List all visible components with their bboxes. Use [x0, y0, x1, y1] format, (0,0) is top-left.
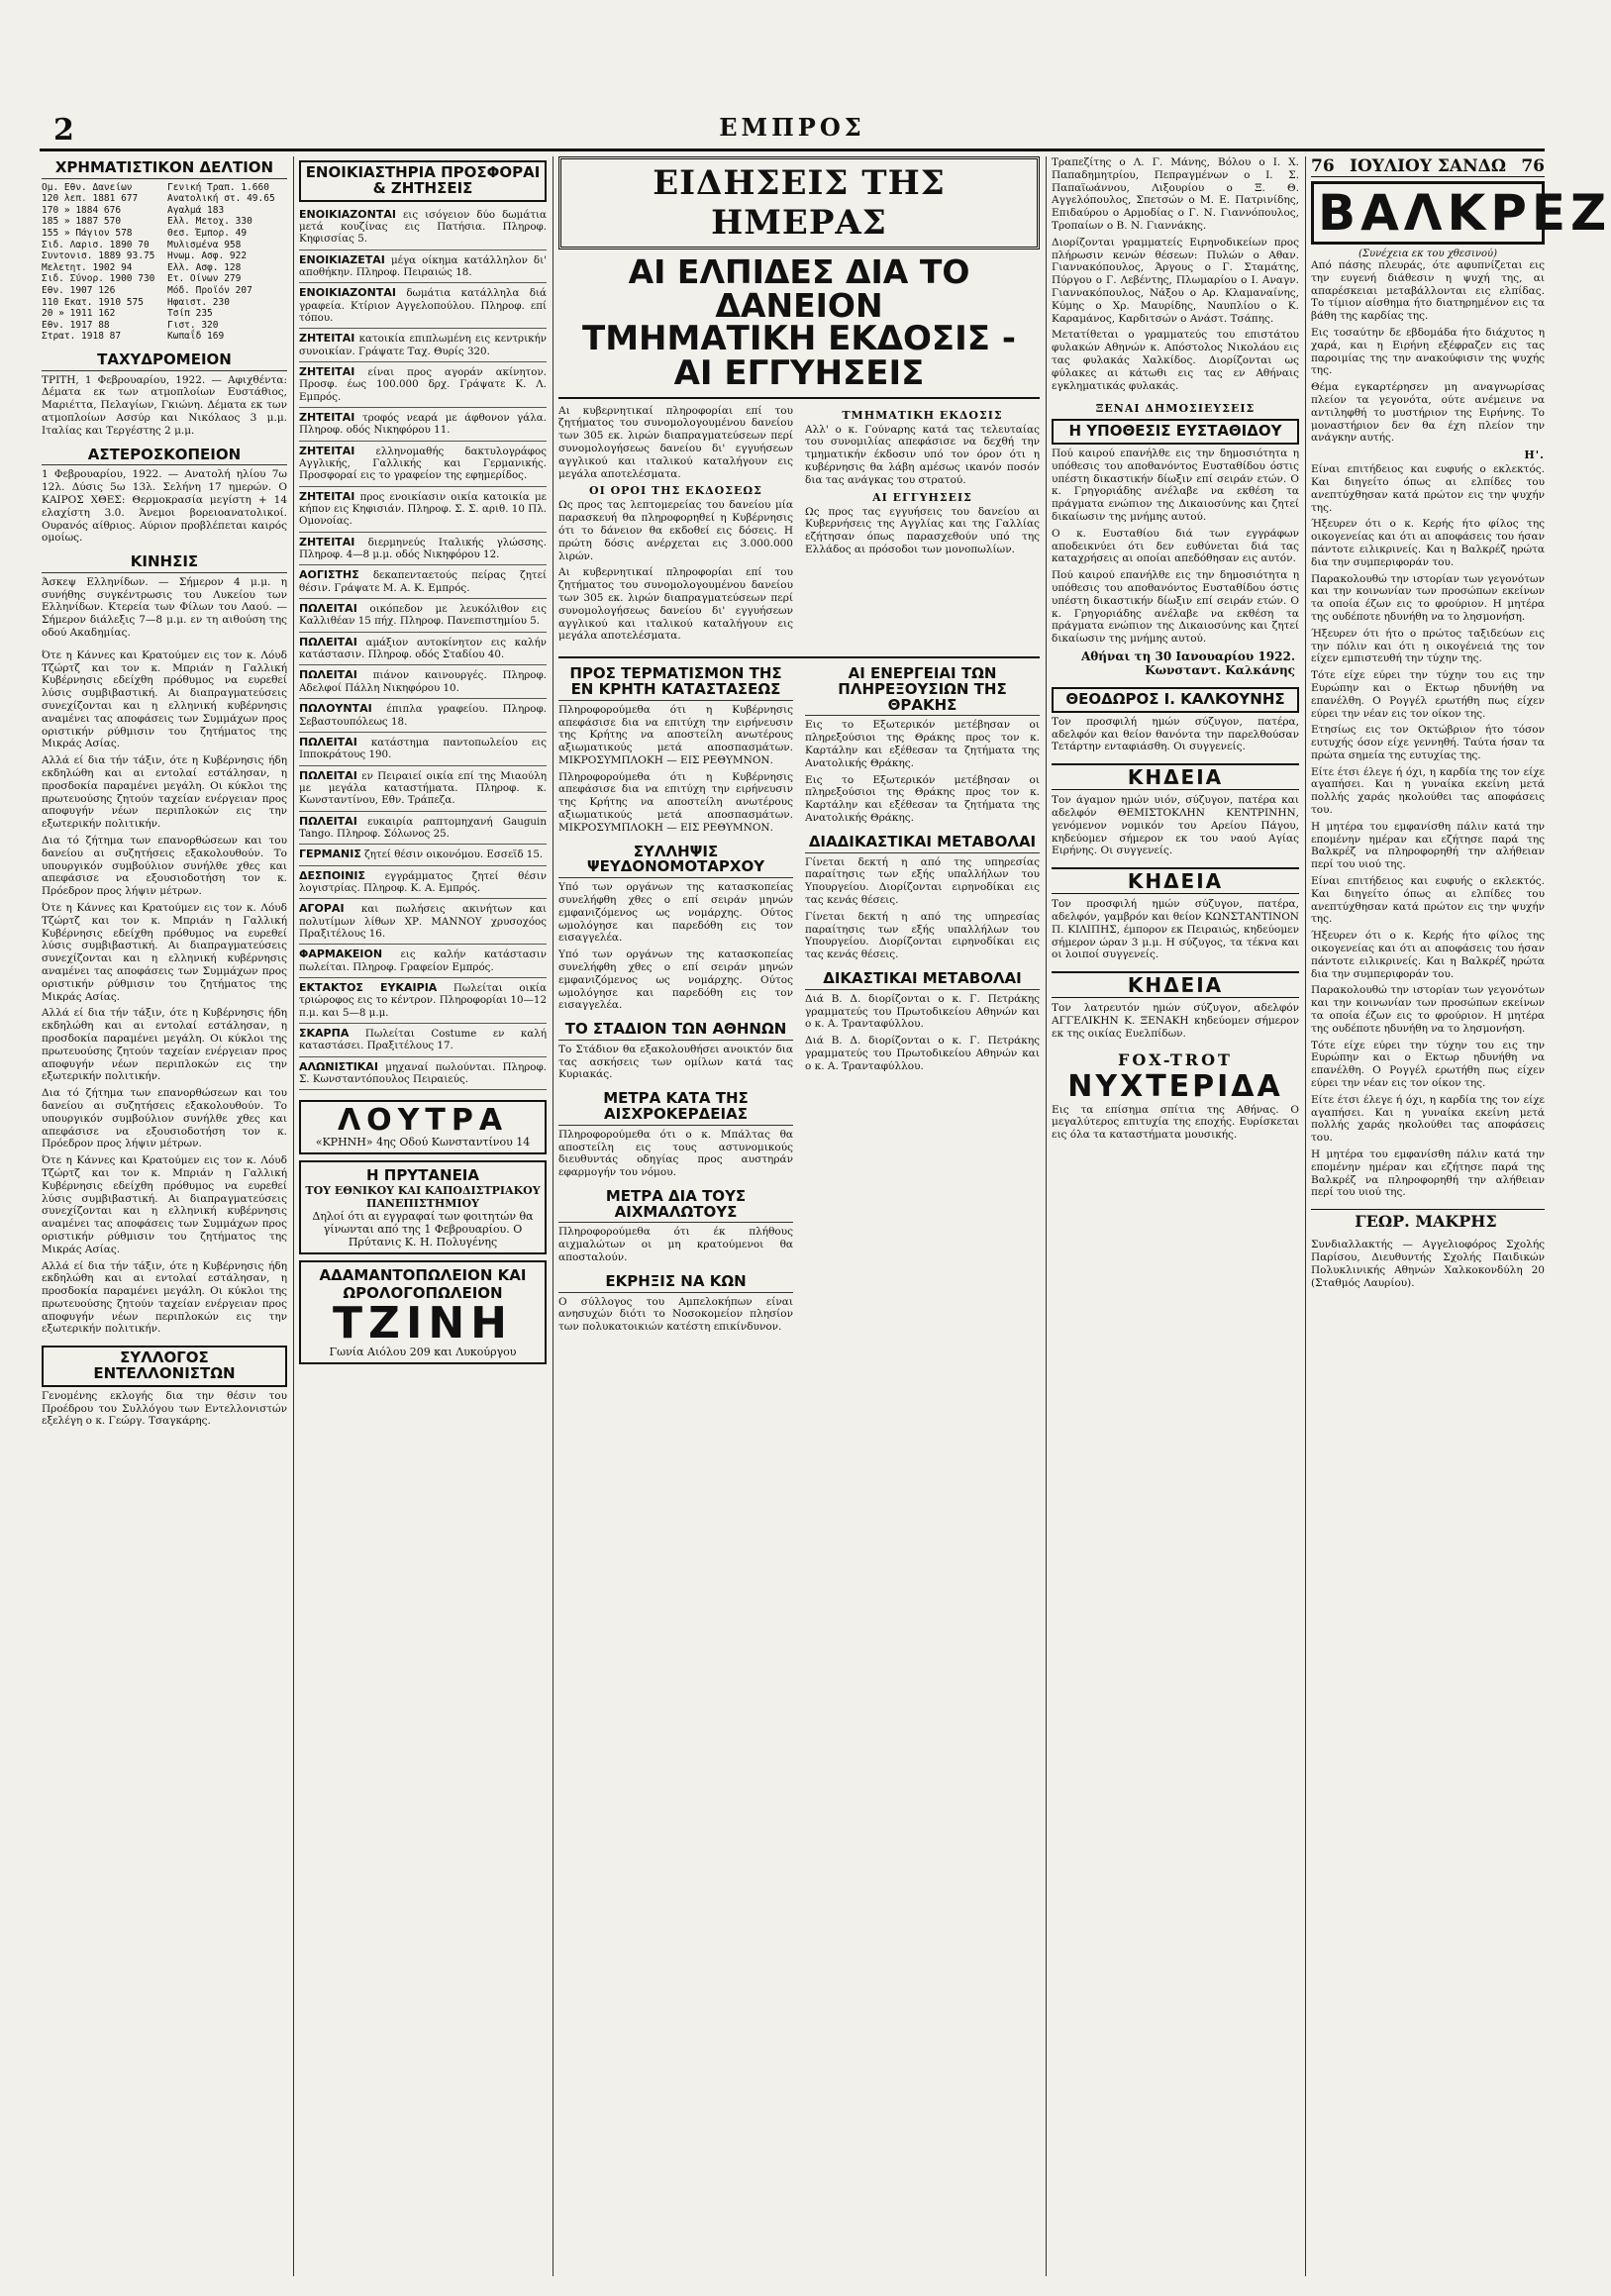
financial-row: Ελλ. Μετοχ. 330 [167, 216, 252, 228]
explosion-article [558, 1271, 793, 1334]
column-divider [1305, 156, 1306, 2276]
funeral-heading: ΚΗΔΕΙΑ [1052, 971, 1299, 998]
classified-ad [299, 599, 547, 633]
judicial-changes-text: Διά Β. Δ. διορίζονται ο κ. Γ. Πετράκης γραμματεύς του Πρωτοδικείου Αθηνών και ο κ. Α. Τρανταφύλλου. [805, 992, 1040, 1031]
serial-number: 76 [1311, 156, 1335, 176]
appointments-section [1052, 156, 1299, 392]
movement-title: ΚΙΝΗΣΙΣ [42, 554, 287, 573]
article-paragraph: Αι κυβερνητικαί πληροφορίαι επί του ζητήματος του συνομολογουμένου δανείου των 305 εκ. λιρών διαπραγματεύσεων περί συνομολογήσεως δανείου δι' εγγυήσεων αγγλικού και ιταλικού καταλήγουν εις μεγάλα αποτελέσματα. [558, 566, 793, 643]
serial-paragraph: Ήξευρεν ότι ήτο ο πρώτος ταξιδεύων εις την πόλιν και ότι η οικογένειά της τον είχεν εμπιστευθή την τύχην της. [1311, 627, 1545, 665]
classified-ad-text: ευκαιρία ραπτομηχανή Gauguin Tango. Πληροφ. Σόλωνος 25. [299, 815, 547, 840]
classified-ad-keyword: ΠΩΛΕΙΤΑΙ [299, 735, 357, 749]
financial-row: Ηνωμ. Ασφ. 922 [167, 250, 248, 262]
financial-row: Συντονισ. 1889 93.75 [42, 250, 155, 262]
classified-ad [299, 487, 547, 533]
classified-ad-keyword: ΕΝΟΙΚΙΑΖΟΝΤΑΙ [299, 207, 396, 221]
financial-row: Ηφαιστ. 230 [167, 296, 230, 308]
thrace-text: Εις το Εξωτερικόν μετέβησαν οι πληρεξούσιοι της Θράκης προς τον κ. Καρτάλην και εξέθεσαν τα ζητήματα της Ανατολικής Θράκης. [805, 773, 1040, 825]
classified-ad-keyword: ΔΕΣΠΟΙΝΙΣ [299, 868, 366, 882]
funeral-notice [1052, 898, 1299, 961]
column-5-serial [1311, 156, 1611, 2276]
post-office-section [42, 349, 287, 438]
article-subhead: ΑΙ ΕΓΓΥΗΣΕΙΣ [872, 490, 972, 504]
column-divider [553, 156, 554, 2276]
financial-row: Μυλισμένα 958 [167, 239, 242, 250]
kalkounis-title: ΘΕΟΔΩΡΟΣ Ι. ΚΑΛΚΟΥΝΗΣ [1052, 687, 1299, 713]
eustathiou-text: Πού καιρού επανήλθε εις την δημοσιότητα η υπόθεσις του αποθανόντος Ευσταθίδου όστις υπέστη δικαστικήν δίωξιν επί σειράν ετών. Ο κ. Γρηγοριάδης ανέλαβε να εκθέση τα πράγματα ενώπιον της Δικαιοσύνης και ζητεί δικαίωσιν της μνήμης αυτού. [1052, 569, 1299, 646]
page-number: 2 [53, 113, 74, 148]
classified-ad-keyword: ΦΑΡΜΑΚΕΙΟΝ [299, 948, 383, 961]
classified-ad-keyword: ΕΚΤΑΚΤΟΣ ΕΥΚΑΙΡΙΑ [299, 981, 438, 994]
baths-ad-title: ΛΟΥΤΡΑ [337, 1103, 509, 1139]
article-paragraph: Αλλά εί δια τήν τάξιν, ότε η Κυβέρνησις ήδη εκδηλώθη και αι εντολαί εστάλησαν, η προσδοκία παραμένει μεγάλη. Οι κύκλοι της πρωτευούσης ζητούν ταχείαν ενέργειαν προς αποφυγήν νέων περιπλοκών εις την εξωτερικήν πολιτικήν. [42, 1259, 287, 1336]
prisoners-text: Πληροφορούμεθα ότι έκ πλήθους αιχμαλώτων οι μη κρατούμενοι θα αποσταλούν. [558, 1226, 793, 1264]
financial-row: 170 » 1884 676 [42, 204, 122, 216]
classified-ad [299, 812, 547, 846]
crete-headline: ΠΡΟΣ ΤΕΡΜΑΤΙΣΜΟΝ ΤΗΣ ΕΝ ΚΡΗΤΗ ΚΑΤΑΣΤΑΣΕΩΣ [558, 666, 793, 701]
classified-ad [299, 1057, 547, 1091]
admin-changes-text: Γίνεται δεκτή η από της υπηρεσίας παραίτησις των εξής υπαλλήλων του Υπουργείου. Διορίζονται ειρηνοδίκαι εις τας κενάς θέσεις. [805, 855, 1040, 906]
financial-row: Σιδ. Σύνορ. 1900 730 [42, 273, 155, 285]
classified-ad-text: εγγράμματος ζητεί θέσιν λογιστρίας. Πληροφ. Κ. Α. Εμπρός. [299, 869, 548, 894]
article-paragraph: Ότε η Κάννες και Κρατούμεν εις τον κ. Λόυδ Τζώρτζ και τον κ. Μπριάν η Γαλλική Κυβέρνησις εδείχθη πρόθυμος να ευρεθεί λύσις συμβιβαστική. Αι διαπραγματεύσεις συνεχίζονται και η ελληνική κυβέρνησις αναμένει τας αποφάσεις των Συμμάχων προς οριστικήν ρύθμισιν του ζητήματος της Μικράς Ασίας. [42, 1154, 287, 1255]
judicial-changes-article [805, 968, 1040, 1073]
classified-ad-body [299, 869, 547, 895]
post-office-title: ΤΑΧΥΔΡΟΜΕΙΟΝ [42, 352, 287, 371]
serial-paragraph: Τότε είχε εύρει την τύχην του εις την Ευρώπην και ο Εκτωρ ηδυνήθη να επανέλθη. Ο Ρογγέλ ερωτήθη πως είχεν εύρει την νέαν εις τον οίκον της. [1311, 669, 1545, 720]
classified-ad [299, 362, 547, 408]
explosion-text: Ο σύλλογος του Αμπελοκήπων είναι ανησυχών διότι το Νοσοκομείον πλησίον των πολυκατοικιών κατέστη επικίνδυνον. [558, 1295, 793, 1334]
classified-ad-body [299, 490, 547, 528]
association-title: ΣΥΛΛΟΓΟΣ ΕΝΤΕΛΛΟΝΙΣΤΩΝ [42, 1346, 287, 1387]
classified-ad-body [299, 848, 547, 860]
classified-ad-keyword: ΖΗΤΕΙΤΑΙ [299, 332, 355, 346]
classified-ad-body [299, 332, 547, 357]
classified-ad [299, 408, 547, 442]
classified-ad-keyword: ΠΩΛΕΙΤΑΙ [299, 668, 357, 682]
masthead: ΕΜΠΡΟΣ [719, 113, 865, 142]
financial-row: Αγαλμά 183 [167, 204, 225, 216]
classifieds-section [299, 160, 547, 1090]
serial-paragraph: Είναι επιτήδειος και ευφυής ο εκλεκτός. Και διηγείτο όπως αι ελπίδες του ανεπτύχθησαν κατά πρώτον εις την ψυχήν της. [1311, 463, 1545, 514]
classified-ad-keyword: ΠΩΛΕΙΤΑΙ [299, 602, 357, 616]
financial-row: Θεσ. Έμπορ. 49 [167, 228, 248, 240]
prisoners-headline: ΜΕΤΡΑ ΔΙΑ ΤΟΥΣ ΑΙΧΜΑΛΩΤΟΥΣ [558, 1189, 793, 1224]
arrest-text: Υπό των οργάνων της κατασκοπείας συνελήφθη χθες ο επί σειράν μηνών εμφανιζόμενος ως νομάρχης. Ούτος ωμολόγησε και παρεδόθη εις τον εισαγγελέα. [558, 881, 793, 945]
classified-ad-text: προς ενοικίασιν οικία κατοικία με κήπον εις Κηφισιάν. Πληροφ. Σ. Σ. αριθ. 10 Πλ. Ομονοίας. [299, 490, 547, 528]
main-article-right [805, 405, 1040, 648]
serial-paragraph: Η μητέρα του εμφανίσθη πάλιν κατά την επομένην ημέραν και εζήτησε παρά της Βαλκρέζ να πληροφορηθή την αλήθειαν περί του υιού της. [1311, 820, 1545, 871]
article-subhead: ΤΜΗΜΑΤΙΚΗ ΕΚΔΟΣΙΣ [842, 408, 1003, 422]
column-4 [1052, 156, 1299, 2276]
classified-ad [299, 945, 547, 978]
association-notice [42, 1346, 287, 1428]
classified-ad-text: και πωλήσεις ακινήτων και πολυτίμων λίθων ΧΡ. ΜΑΝΝΟΥ χρυσοχόος Πραξιτέλους 16. [299, 903, 547, 940]
classified-ad-keyword: ΕΝΟΙΚΙΑΖΕΤΑΙ [299, 252, 385, 266]
movement-section [42, 554, 287, 640]
page-header [40, 109, 1545, 151]
financial-table [42, 182, 287, 343]
thrace-article [805, 666, 1040, 825]
crete-article [558, 666, 793, 834]
classified-ad [299, 733, 547, 766]
makris-ad-name: ΓΕΩΡ. ΜΑΚΡΗΣ [1355, 1212, 1497, 1232]
financial-row: 20 » 1911 162 [42, 308, 116, 320]
arrest-text: Υπό των οργάνων της κατασκοπείας συνελήφθη χθες ο επί σειράν μηνών εμφανιζόμενος ως νομάρχης. Ούτος ωμολόγησε και παρεδόθη εις τον εισαγγελέα. [558, 948, 793, 1012]
financial-row: Στρατ. 1918 87 [42, 331, 122, 343]
eustathiou-text: Πού καιρού επανήλθε εις την δημοσιότητα η υπόθεσις του αποθανόντος Ευσταθίδου όστις υπέστη δικαστικήν δίωξιν επί σειράν ετών. Ο κ. Γρηγοριάδης ανέλαβε να εκθέση τα πράγματα ενώπιον της Δικαιοσύνης και ζητεί δικαίωσιν της μνήμης αυτού. [1052, 448, 1299, 524]
classified-ad-body [299, 1060, 547, 1086]
stadium-text: Το Στάδιον θα εξακολουθήσει ανοικτόν δια τας ασκήσεις των ομίλων κατά τας Κυριακάς. [558, 1043, 793, 1081]
arrest-article [558, 842, 793, 1012]
foxtrot-ad-label: FOX-TROT [1118, 1049, 1233, 1069]
classified-ad [299, 442, 547, 487]
arrest-headline: ΣΥΛΛΗΨΙΣ ΨΕΥΔΟΝΟΜΟΤΑΡΧΟΥ [558, 845, 793, 879]
kalkounis-notice [1052, 687, 1299, 753]
profiteering-headline: ΜΕΤΡΑ ΚΑΤΑ ΤΗΣ ΑΙΣΧΡΟΚΕΡΔΕΙΑΣ [558, 1091, 793, 1126]
serial-paragraph: Ήξευρεν ότι ο κ. Κερής ήτο φίλος της οικογενείας και ότι αι αποφάσεις του ήσαν πάντοτε ειλικρινείς. Και η Βαλκρέζ ηρώτα δια την συμπεριφοράν του. [1311, 518, 1545, 568]
funeral-text: Τον άγαμον ημών υιόν, σύζυγον, πατέρα και αδελφόν ΘΕΜΙΣΤΟΚΛΗΝ ΚΕΝΤΡΙΝΗΝ, γενόμενον νομικόν του Αρείου Πάγου, κηδεύομεν σήμερον εκ του ναού Αγίας Ειρήνης. Οι συγγενείς. [1052, 794, 1299, 857]
university-notice-title: Η ΠΡΥΤΑΝΕΙΑ [365, 1166, 480, 1185]
article-paragraph: Αι κυβερνητικαί πληροφορίαι επί του ζητήματος του συνομολογουμένου δανείου των 305 εκ. λιρών διαπραγματεύσεων περί συνομολογήσεως δανείου δι' εγγυήσεων αγγλικού και ιταλικού καταλήγουν εις μεγάλα αποτελέσματα. [558, 404, 793, 480]
funeral-heading: ΚΗΔΕΙΑ [1052, 867, 1299, 894]
classified-ad-keyword: ΓΕΡΜΑΝΙΣ [299, 848, 361, 861]
financial-bulletin [42, 160, 287, 343]
classified-ad-text: ζητεί θέσιν οικονόμου. Εσσεϊδ 15. [364, 849, 544, 861]
classified-ad-text: εν Πειραιεί οικία επί της Μιαούλη με μεγάλα καταστήματα. Πληροφ. κ. Κωνσταντίνου, Εθν. Τράπεζα. [299, 769, 547, 807]
foxtrot-ad [1052, 1050, 1299, 1142]
classified-ad [299, 633, 547, 666]
classified-ad-body [299, 253, 547, 279]
classifieds-list [299, 205, 547, 1091]
news-lower-right [805, 662, 1040, 1344]
classified-ad-keyword: ΖΗΤΕΙΤΑΙ [299, 489, 355, 503]
funeral-text: Τον προσφιλή ημών σύζυγον, πατέρα, αδελφόν, γαμβρόν και θείον ΚΩΝΣΤΑΝΤΙΝΟΝ Π. ΚΙΛΙΠΗΣ, έμπορον εκ Πειραιώς, κηδεύομεν σήμερον ώραν 3 μ.μ. Η σύζυγος, τα τέκνα και οι λοιποί συγγενείς. [1052, 898, 1299, 961]
classified-ad-body [299, 981, 547, 1019]
appointments-text: Τραπεζίτης ο Λ. Γ. Μάνης, Βόλου ο Ι. Χ. Παπαδημητρίου, Πεπραγμένων ο Ι. Σ. Παπαϊωάννου, Λιξουρίου ο Ξ. Θ. Αγγελόπουλος, Σπετσών ο Μ. Ε. Πατρινίδης, Επιδαύρου ο Αρμοδίας ο Γ. Ν. Γιαννόπουλος, Τροπαίων ο Β. Ν. Γιαννάκης. [1052, 156, 1299, 232]
classified-ad-keyword: ΖΗΤΕΙΤΑΙ [299, 535, 355, 549]
thrace-text: Εις το Εξωτερικόν μετέβησαν οι πληρεξούσιοι της Θράκης προς τον κ. Καρτάλην και εξέθεσαν τα ζητήματα της Ανατολικής Θράκης. [805, 719, 1040, 769]
classified-ad-keyword: ΑΛΩΝΙΣΤΙΚΑΙ [299, 1059, 378, 1073]
judicial-changes-text: Διά Β. Δ. διορίζονται ο κ. Γ. Πετράκης γραμματεύς του Πρωτοδικείου Αθηνών και ο κ. Α. Τρανταφύλλου. [805, 1035, 1040, 1072]
serial-paragraph: Από πάσης πλευράς, ότε αφυπνίζεται εις την ευγενή διάθεσιν η ψυχή της, αι απαρέσκειαι μεταβάλλονται εις ελπίδας. Το τίμιον αίσθημα ήτο διατηρημένον εις τα βάθη της καρδίας της. [1311, 259, 1545, 323]
article-paragraph: Αλλ' ο κ. Γούναρης κατά τας τελευταίας του συνομιλίας απεφάσισε να δεχθή την τμηματικήν έκδοσιν υπό τον όρον ότι η κυβέρνησις θα λάβη αμέσως ικανόν ποσόν δια τας ανάγκας του στρατού. [805, 423, 1040, 486]
classified-ad-text: μηχαναί πωλούνται. Πληροφ. Σ. Κωνσταντόπουλος Πειραιεύς. [299, 1060, 547, 1086]
classified-ad-text: εις ισόγειον δύο δωμάτια μετά κουζίνας εις Πατήσια. Πληροφ. Κηφισσίας 5. [299, 208, 548, 246]
admin-changes-headline: ΔΙΑΔΙΚΑΣΤΙΚΑΙ ΜΕΤΑΒΟΛΑΙ [805, 835, 1040, 853]
classified-ad-body [299, 948, 547, 973]
classified-ad-text: Πωλείται Costume εν καλή καταστάσει. Πραξιτέλους 17. [299, 1028, 547, 1052]
financial-row: Εθν. 1907 126 [42, 284, 116, 296]
classified-ad-text: εις καλήν κατάστασιν πωλείται. Πληροφ. Γραφείον Εμπρός. [299, 948, 547, 973]
classified-ad [299, 899, 547, 945]
association-text: Γενομένης εκλογής δια την θέσιν του Προέδρου του Συλλόγου των Εντελλονιστών εξελέγη ο κ. Γεώργ. Τσαγκάρης. [42, 1389, 287, 1428]
classified-ad-text: δεκαπενταετούς πείρας ζητεί θέσιν. Γράψατε Μ. Α. Κ. Εμπρός. [299, 569, 547, 594]
serial-title: ΒΑΛΚΡΕΖ [1311, 181, 1545, 245]
classified-ad-body [299, 411, 547, 437]
article-paragraph: Ότε η Κάννες και Κρατούμεν εις τον κ. Λόυδ Τζώρτζ και τον κ. Μπριάν η Γαλλική Κυβέρνησις εδείχθη πρόθυμος να ευρεθεί λύσις συμβιβαστική. Αι διαπραγματεύσεις συνεχίζονται και η ελληνική κυβέρνησις αναμένει τας αποφάσεις των Συμμάχων προς οριστικήν ρύθμισιν του ζητήματος της Μικράς Ασίας. [42, 649, 287, 750]
serial-paragraph: Παρακολουθώ την ιστορίαν των γεγονότων και την κοινωνίαν των προσώπων εκείνων τα οποία έζων εις το φρούριον. Η μητέρα της ουδέποτε ηδυνήθη να το λησμονήση. [1311, 572, 1545, 623]
baths-ad-text: «ΚΡΗΝΗ» 4ης Οδού Κωνσταντίνου 14 [315, 1136, 531, 1149]
article-paragraph: Ότε η Κάννες και Κρατούμεν εις τον κ. Λόυδ Τζώρτζ και τον κ. Μπριάν η Γαλλική Κυβέρνησις εδείχθη πρόθυμος να ευρεθεί λύσις συμβιβαστική. Αι διαπραγματεύσεις συνεχίζονται και η ελληνική κυβέρνησις αναμένει τας αποφάσεις των Συμμάχων προς οριστικήν ρύθμισιν του ζητήματος της Μικράς Ασίας. [42, 901, 287, 1003]
classified-ad [299, 978, 547, 1024]
classified-ad-text: δωμάτια κατάλληλα διά γραφεία. Κτίριον Αγγελοπούλου. Πληροφ. επί τόπου. [299, 287, 547, 324]
serial-paragraph: Παρακολουθώ την ιστορίαν των γεγονότων και την κοινωνίαν των προσώπων εκείνων τα οποία έζων εις το φρούριον. Η μητέρα της ουδέποτε ηδυνήθη να το λησμονήση. [1311, 984, 1545, 1035]
classified-ad-text: τροφός νεαρά με άφθονον γάλα. Πληροφ. οδός Νικηφόρου 11. [299, 411, 547, 437]
admin-changes-text: Γίνεται δεκτή η από της υπηρεσίας παραίτησις των εξής υπαλλήλων του Υπουργείου. Διορίζονται ειρηνοδίκαι εις τας κενάς θέσεις. [805, 910, 1040, 961]
classified-ad [299, 766, 547, 812]
appointments-text: Διορίζονται γραμματείς Ειρηνοδικείων προς πλήρωσιν κενών θέσεων: Πυλών ο Αθαν. Γιαννακόπουλος, Άργους ο Γ. Σταμάτης, Πύργου ο Γ. Λεβέντης, Πλωμαρίου ο Ι. Αναγν. Γιαννακόπουλος, Νάξου ο Αρ. Κλαμαναίνης, Κύμης ο Χρ. Μαυρίδης, Ναυπλίου ο Κ. Καραμάνος, Καρδιτσών ο Ανάστ. Τσάπης. [1052, 236, 1299, 325]
news-lower-left [558, 662, 793, 1344]
serial-paragraph: Τότε είχε εύρει την τύχην του εις την Ευρώπην και ο Εκτωρ ηδυνήθη να επανέλθη. Ο Ρογγέλ ερωτήθη πως είχεν εύρει την νέαν εις τον οίκον της. [1311, 1039, 1545, 1090]
jeweller-ad-address: Γωνία Αιόλου 209 και Λυκούργου [329, 1346, 517, 1359]
foreign-publications-label: ΞΕΝΑΙ ΔΗΜΟΣΙΕΥΣΕΙΣ [1095, 402, 1256, 416]
classified-ad [299, 1024, 547, 1057]
classified-ad-body [299, 702, 547, 728]
classified-ad-body [299, 568, 547, 594]
jeweller-ad-name: ΤΖΙΝΗ [333, 1298, 513, 1349]
admin-changes-article [805, 832, 1040, 961]
article-paragraph: Αλλά εί δια τήν τάξιν, ότε η Κυβέρνησις ήδη εκδηλώθη και αι εντολαί εστάλησαν, η προσδοκία παραμένει μεγάλη. Οι κύκλοι της πρωτευούσης ζητούν ταχείαν ενέργειαν προς αποφυγήν νέων περιπλοκών εις την εξωτερικήν πολιτικήν. [42, 1007, 287, 1083]
article-paragraph: Αλλά εί δια τήν τάξιν, ότε η Κυβέρνησις ήδη εκδηλώθη και αι εντολαί εστάλησαν, η προσδοκία παραμένει μεγάλη. Οι κύκλοι της πρωτευούσης ζητούν ταχείαν ενέργειαν προς αποφυγήν νέων περιπλοκών εις την εξωτερικήν πολιτικήν. [42, 754, 287, 831]
judicial-changes-headline: ΔΙΚΑΣΤΙΚΑΙ ΜΕΤΑΒΟΛΑΙ [805, 971, 1040, 990]
classified-ad-keyword: ΖΗΤΕΙΤΑΙ [299, 444, 355, 457]
classified-ad-body [299, 815, 547, 841]
main-headline: ΑΙ ΕΛΠΙΔΕΣ ΔΙΑ ΤΟ ΔΑΝΕΙΟΝ [628, 252, 970, 325]
financial-row: Τσίπ 235 [167, 308, 213, 320]
classified-ad-body [299, 536, 547, 561]
column-3-news [558, 156, 1040, 2276]
serial-header [1311, 156, 1545, 177]
classified-ad [299, 250, 547, 284]
serial-paragraph: Ήξευρεν ότι ο κ. Κερής ήτο φίλος της οικογενείας και ότι αι αποφάσεις του ήσαν πάντοτε ειλικρινείς. Και η Βαλκρέζ ηρώτα δια την συμπεριφοράν του. [1311, 930, 1545, 980]
jeweller-ad-heading: ΑΔΑΜΑΝΤΟΠΩΛΕΙΟΝ ΚΑΙ ΩΡΟΛΟΓΟΠΩΛΕΙΟΝ [319, 1266, 527, 1303]
serial-author: ΙΟΥΛΙΟΥ ΣΑΝΔΩ [1350, 156, 1506, 176]
classified-ad-body [299, 668, 547, 694]
observatory-text: 1 Φεβρουαρίου, 1922. — Ανατολή ηλίου 7ω 12λ. Δύσις 5ω 13λ. Σελήνη 17 ημερών. Ο ΚΑΙΡΟΣ ΧΘΕΣ: Θερμοκρασία μεγίστη + 14 ελαχίστη 3.0. Άνεμοι βορειοανατολικοί. Ουρανός αίθριος. Αύριον προβλέπεται καιρός ομοίως. [42, 468, 287, 545]
classified-ad-keyword: ΖΗΤΕΙΤΑΙ [299, 410, 355, 424]
classified-ad [299, 845, 547, 865]
thrace-headline: ΑΙ ΕΝΕΡΓΕΙΑΙ ΤΩΝ ΠΛΗΡΕΞΟΥΣΙΩΝ ΤΗΣ ΘΡΑΚΗΣ [805, 666, 1040, 716]
classified-ad-text: οικόπεδον με λευκόλιθον εις Καλλιθέαν 15 πήχ. Πληροφ. Πανεπιστημίου 5. [299, 603, 547, 628]
funeral-text: Τον λατρευτόν ημών σύζυγον, αδελφόν ΑΓΓΕΛΙΚΗΝ Κ. ΞΕΝΑΚΗ κηδεύομεν σήμερον εκ της οικίας Ευελπίδων. [1052, 1002, 1299, 1040]
explosion-headline: ΕΚΡΗΞΙΣ ΝΑ ΚΩΝ [558, 1274, 793, 1293]
serial-number: 76 [1521, 156, 1545, 176]
classified-ad-text: έπιπλα γραφείου. Πληροφ. Σεβαστουπόλεως 18. [299, 703, 547, 728]
classified-ad-keyword: ΣΚΑΡΠΑ [299, 1027, 350, 1041]
classified-ad-body [299, 445, 547, 482]
news-banner [558, 156, 1040, 250]
serial-continuation: (Συνέχεια εκ του χθεσινού) [1359, 249, 1497, 259]
university-notice-subtitle: ΤΟΥ ΕΘΝΙΚΟΥ ΚΑΙ ΚΑΠΟΔΙΣΤΡΙΑΚΟΥ ΠΑΝΕΠΙΣΤΗΜΙΟΥ [305, 1184, 541, 1211]
classified-ad-text: ελληνομαθής δακτυλογράφος Αγγλικής, Γαλλικής και Γερμανικής. Προσφοραί εις το γραφείον της εφημερίδος. [299, 445, 547, 482]
financial-row: Ομ. Εθν. Δανείων [42, 181, 133, 193]
serial-paragraph: Είτε έτσι έλεγε ή όχι, η καρδία της τον είχε αγαπήσει. Και η γυναίκα εκείνη μετά πολλής χαράς ηκολούθει τας αποφάσεις του. [1311, 1093, 1545, 1145]
financial-row: Γενική Τραπ. 1.660 [167, 181, 269, 193]
crete-text: Πληροφορούμεθα ότι η Κυβέρνησις απεφάσισε δια να επιτύχη την ειρήνευσιν της Κρήτης να αποστείλη ανωτέρους αξιωματικούς μετά αποσπασμάτων. ΜΙΚΡΟΣΥΜΠΛΟΚΗ — ΕΙΣ ΡΕΘΥΜΝΟΝ. [558, 703, 793, 766]
serial-paragraph: Είναι επιτήδειος και ευφυής ο εκλεκτός. Και διηγείτο όπως αι ελπίδες του ανεπτύχθησαν κατά πρώτον εις την ψυχήν της. [1311, 875, 1545, 926]
kalkounis-text: Τον προσφιλή ημών σύζυγον, πατέρα, αδελφόν και θείον θανόντα την παρελθούσαν Τετάρτην ενταφιάσθη. Οι συγγενείς. [1052, 715, 1299, 753]
serial-text [1311, 259, 1545, 1199]
classified-ad-body [299, 286, 547, 324]
classified-ad-body [299, 208, 547, 246]
financial-row: Μελετητ. 1902 94 [42, 261, 133, 273]
profiteering-article [558, 1091, 793, 1179]
financial-bulletin-title: ΧΡΗΜΑΤΙΣΤΙΚΟΝ ΔΕΛΤΙΟΝ [42, 160, 287, 179]
classified-ad [299, 866, 547, 900]
classified-ad-body [299, 769, 547, 807]
eustathiou-text: Ο κ. Ευσταθίου διά των εγγράφων αποδεικνύει ότι δεν ευθύνεται διά τας καταχρήσεις αι οποίαι απεδόθησαν εις αυτόν. [1052, 527, 1299, 565]
column-2 [299, 156, 547, 2276]
jeweller-ad [299, 1260, 547, 1364]
article-paragraph: Δια τό ζήτημα των επανορθώσεων και του δανείου αι συζητήσεις εξακολουθούν. Το υπουργικόν συμβούλιον συνήλθε χθες και απεφάσισε να εξουσιοδοτήση τον κ. Πρόεδρον προς λήψιν μέτρων. [42, 1087, 287, 1150]
classified-ad-body [299, 365, 547, 403]
classifieds-title: ΕΝΟΙΚΙΑΣΤΗΡΙΑ ΠΡΟΣΦΟΡΑΙ & ΖΗΤΗΣΕΙΣ [299, 160, 547, 202]
news-banner-title: ΕΙΔΗΣΕΙΣ ΤΗΣ ΗΜΕΡΑΣ [653, 163, 946, 243]
classified-ad [299, 283, 547, 329]
serial-paragraph: Εις τοσαύτην δε εβδομάδα ήτο διάχυτος η χαρά, και η Ειρήνη εξέφραζεν εις τας παροιμίας της την ανακούφισιν της ψυχής της. [1311, 326, 1545, 377]
post-office-text: ΤΡΙΤΗ, 1 Φεβρουαρίου, 1922. — Αφιχθέντα: Δέματα εκ των ατμοπλοίων Ευστάθιος, Μαριέττα, Πελαγίων, Γκιώνη. Δέματα εκ των ατμοπλοίων Ασσύρ και Νικόλαος 3 μ.μ. Ιταλίας και Τεργέστης 2 μ.μ. [42, 373, 287, 437]
news-lower [558, 656, 1040, 1344]
makris-ad-text: Συνδιαλλακτής — Αγγελιοφόρος Σχολής Παρίσου, Διευθυντής Σχολής Παιδικών Πολυκλινικής Αθηνών Χαλκοκονδύλη 20 (Σταθμός Λαυρίου). [1311, 1239, 1545, 1289]
university-notice [299, 1160, 547, 1254]
main-subheadline: ΤΜΗΜΑΤΙΚΗ ΕΚΔΟΣΙΣ - ΑΙ ΕΓΓΥΗΣΕΙΣ [558, 322, 1040, 398]
classified-ad-keyword: ΠΩΛΟΥΝΤΑΙ [299, 702, 372, 716]
classified-ad-text: κατοικία επιπλωμένη εις κεντρικήν συνοικίαν. Γράψατε Ταχ. Θυρίς 320. [299, 333, 547, 357]
baths-ad [299, 1100, 547, 1154]
classified-ad-keyword: ΑΟΓΙΣΤΗΣ [299, 568, 359, 582]
financial-row: 155 » Πάγιον 578 [42, 228, 133, 240]
article-subhead: ΟΙ ΟΡΟΙ ΤΗΣ ΕΚΔΟΣΕΩΣ [589, 484, 762, 498]
observatory-section [42, 445, 287, 546]
makris-ad [1311, 1209, 1545, 1289]
classified-ad-text: Πωλείται οικία τριώροφος εις το κέντρον. Πληροφορίαι 10—12 π.μ. και 5—8 μ.μ. [299, 982, 547, 1019]
financial-row: Εθν. 1917 88 [42, 319, 110, 331]
classified-ad [299, 565, 547, 599]
eustathiou-headline: Η ΥΠΟΘΕΣΙΣ ΕΥΣΤΑΘΙΔΟΥ [1052, 419, 1299, 445]
editorial-article [42, 649, 287, 1336]
financial-row: Ετ. Οίνων 279 [167, 273, 242, 285]
university-notice-text: Δηλοί ότι αι εγγραφαί των φοιτητών θα γίνωνται από της 1 Φεβρουαρίου. Ο Πρύτανις Κ. Η. Πολυγένης [312, 1210, 534, 1249]
serial-paragraph: Η μητέρα του εμφανίσθη πάλιν κατά την επομένην ημέραν και εζήτησε παρά της Βαλκρέζ να πληροφορηθή την αλήθειαν περί του υιού της. [1311, 1148, 1545, 1199]
financial-row: 120 λεπ. 1881 677 [42, 193, 139, 205]
classified-ad [299, 205, 547, 250]
profiteering-text: Πληροφορούμεθα ότι ο κ. Μπάλτας θα αποστείλη εις τους αστυνομικούς διευθυντάς οδηγίας προς αυστηράν εφαρμογήν του νόμου. [558, 1128, 793, 1179]
article-paragraph: Ως προς τας λεπτομερείας του δανείου μία παρασκευή θα πληροφορηθεί η Κυβέρνησις ότι το δάνειον θα εκδοθεί εις δόσεις. Η πρώτη δόσις ανέρχεται εις 3.000.000 λιρών. [558, 499, 793, 562]
classified-ad-text: μέγα οίκημα κατάλληλον δι' αποθήκην. Πληροφ. Πειραιώς 18. [299, 253, 547, 278]
financial-row: 110 Εκατ. 1910 575 [42, 296, 144, 308]
classified-ad-body [299, 1027, 547, 1052]
foxtrot-ad-text: Εις τα επίσημα σπίτια της Αθήνας. Ο μεγαλύτερος επιτυχία της εποχής. Ευρίσκεται εις όλα τα καταστήματα μουσικής. [1052, 1103, 1299, 1142]
classified-ad-body [299, 602, 547, 628]
classified-ad-text: κατάστημα παντοπωλείου εις Ιπποκράτους 190. [299, 736, 547, 761]
classified-ad-keyword: ΠΩΛΕΙΤΑΙ [299, 768, 357, 782]
appointments-text: Μετατίθεται ο γραμματεύς του επιστάτου φυλακών Αθηνών κ. Απόστολος Νικολάου εις τας φυλακάς Χαλκίδος. Διορίζονται ως φύλακες αι κάτωθι εις τας εν Αθήναις εγκληματικάς φυλακάς. [1052, 329, 1299, 392]
classified-ad-keyword: ΕΝΟΙΚΙΑΖΟΝΤΑΙ [299, 286, 396, 300]
foxtrot-ad-body [1052, 1104, 1299, 1142]
financial-row: Ελλ. Ασφ. 128 [167, 261, 242, 273]
movement-text: Άσκεψ Ελληνίδων. — Σήμερον 4 μ.μ. η συνήθης συγκέντρωσις του Λυκείου των Ελληνίδων. Κτερεία των Φίλων του Λαού. — Σήμερον διάλεξις 7—8 μ.μ. εν τη αιθούση της οδού Ακαδημίας. [42, 575, 287, 640]
serial-paragraph: Ετησίως εις τον Οκτώβριον ήτο τόσον ευτυχής όσον είχε γεννηθή. Ταύτα ήσαν τα πρώτα σημεία της ευτυχίας της. [1311, 724, 1545, 761]
column-1 [42, 156, 287, 2276]
classified-ad-keyword: ΑΓΟΡΑΙ [299, 902, 345, 916]
classified-ad-text: αμάξιον αυτοκίνητον εις καλήν κατάστασιν. Πληροφ. οδός Σταδίου 40. [299, 636, 547, 661]
financial-row: Σιδ. Λαρισ. 1890 70 [42, 239, 150, 250]
classified-ad-body [299, 736, 547, 761]
article-paragraph: Ως προς τας εγγυήσεις του δανείου αι Κυβερνήσεις της Αγγλίας και της Γαλλίας εζήτησαν όπως παρασχεθούν υπό της Ελλάδος αι πρόσοδοι των μονοπωλίων. [805, 505, 1040, 556]
classified-ad-text: διερμηνεύς Ιταλικής γλώσσης. Πληροφ. 4—8 μ.μ. οδός Νικηφόρου 12. [299, 536, 547, 561]
classified-ad [299, 699, 547, 733]
column-divider [293, 156, 294, 2276]
observatory-title: ΑΣΤΕΡΟΣΚΟΠΕΙΟΝ [42, 448, 287, 466]
eustathiou-article [1052, 402, 1299, 677]
column-divider [1046, 156, 1047, 2276]
classified-ad [299, 533, 547, 566]
financial-row: Μόδ. Προϊόν 207 [167, 284, 252, 296]
classified-ad-keyword: ΖΗΤΕΙΤΑΙ [299, 364, 355, 378]
classified-ad-body [299, 636, 547, 661]
classified-ad-body [299, 902, 547, 940]
classified-ad [299, 665, 547, 699]
foxtrot-ad-title: ΝΥΧΤΕΡΙΔΑ [1067, 1068, 1283, 1104]
stadium-article [558, 1022, 793, 1081]
serial-section-mark: Η'. [1524, 449, 1545, 462]
main-article-left [558, 405, 793, 648]
funeral-heading: ΚΗΔΕΙΑ [1052, 763, 1299, 790]
prisoners-article [558, 1186, 793, 1264]
funeral-notice [1052, 794, 1299, 857]
serial-paragraph: Είτε έτσι έλεγε ή όχι, η καρδία της τον είχε αγαπήσει. Και η γυναίκα εκείνη μετά πολλής χαράς ηκολούθει τας αποφάσεις του. [1311, 765, 1545, 817]
serial-paragraph: Θέμα εγκαρτέρησεν μη αναγνωρίσας πλείον τα γεγονότα, ούτε ανέμεινε να αντιληφθή το μυστήριον της Ειρήνης. Το μοναστήριον δεν θα έχη πλείον την ανάγκην αυτής. [1311, 381, 1545, 445]
funeral-notice [1052, 1002, 1299, 1040]
stadium-headline: ΤΟ ΣΤΑΔΙΟΝ ΤΩΝ ΑΘΗΝΩΝ [558, 1022, 793, 1041]
classified-ad-text: πιάνον καινουργές. Πληροφ. Αδελφοί Πάλλη Νικηφόρου 10. [299, 669, 547, 694]
classified-ad [299, 329, 547, 362]
financial-row: Γιστ. 320 [167, 319, 219, 331]
article-paragraph: Δια τό ζήτημα των επανορθώσεων και του δανείου αι συζητήσεις εξακολουθούν. Το υπουργικόν συμβούλιον συνήλθε χθες και απεφάσισε να εξουσιοδοτήση τον κ. Πρόεδρον προς λήψιν μέτρων. [42, 835, 287, 898]
financial-row: Κωπαΐδ 169 [167, 331, 225, 343]
classified-ad-keyword: ΠΩΛΕΙΤΑΙ [299, 814, 357, 828]
classified-ad-keyword: ΠΩΛΕΙΤΑΙ [299, 635, 357, 649]
financial-row: Ανατολική στ. 49.65 [167, 193, 275, 205]
financial-row: 185 » 1887 570 [42, 216, 122, 228]
main-article [558, 405, 1040, 657]
eustathiou-signature: Αθήναι τη 30 Ιανουαρίου 1922. Κωνσταντ. Καλκάνης [1080, 649, 1295, 678]
crete-text: Πληροφορούμεθα ότι η Κυβέρνησις απεφάσισε δια να επιτύχη την ειρήνευσιν της Κρήτης να αποστείλη ανωτέρους αξιωματικούς μετά αποσπασμάτων. ΜΙΚΡΟΣΥΜΠΛΟΚΗ — ΕΙΣ ΡΕΘΥΜΝΟΝ. [558, 770, 793, 834]
classified-ad-text: είναι προς αγοράν ακίνητον. Προσφ. έως 100.000 δρχ. Γράψατε Κ. Λ. Εμπρός. [299, 365, 547, 403]
